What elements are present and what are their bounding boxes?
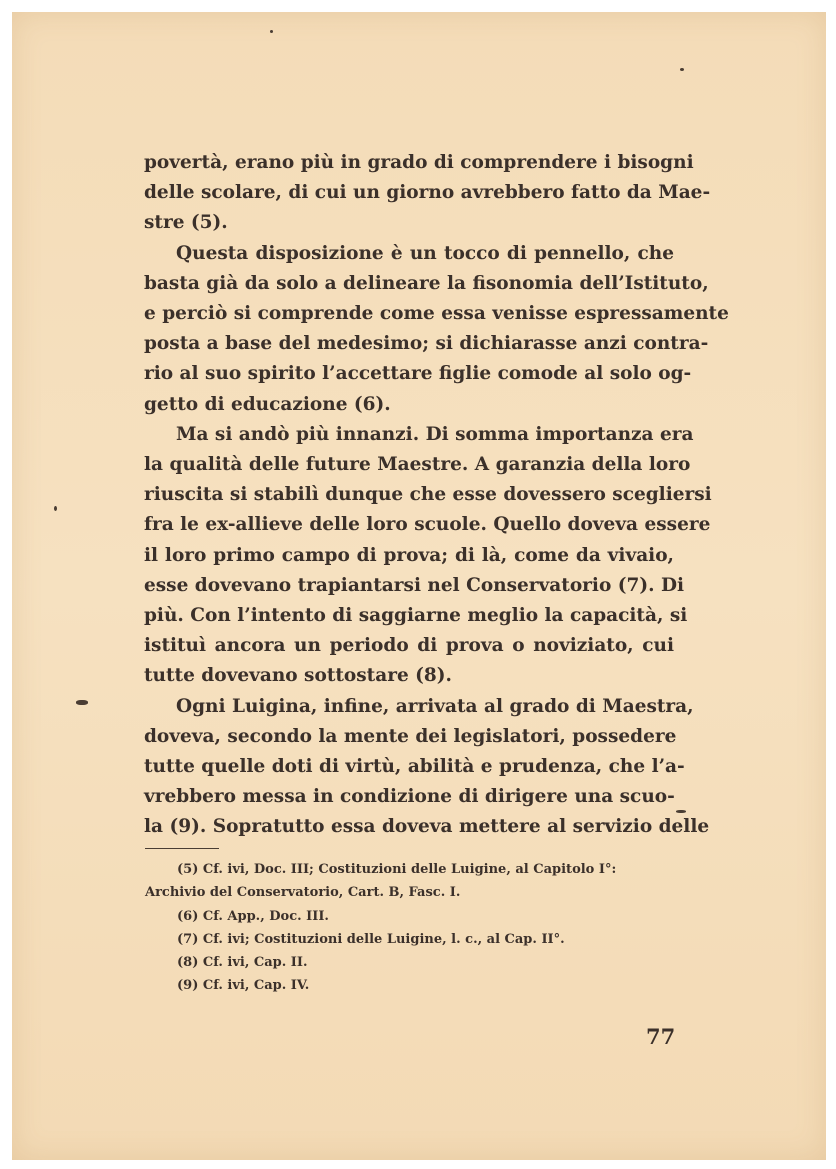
text-line: fra le ex-allieve delle loro scuole. Quello doveva essere xyxy=(144,514,711,536)
paper-speck xyxy=(676,810,686,813)
footnote-7: (7) Cf. ivi; Costituzioni delle Luigine, l. c., al Cap. II°. xyxy=(177,931,565,947)
text-line: doveva, secondo la mente dei legislatori, possedere xyxy=(144,725,677,747)
text-line: esse dovevano trapiantarsi nel Conservatorio (7). Di xyxy=(144,574,685,596)
paragraph-start-line: Ogni Luigina, infine, arrivata al grado di Maestra, xyxy=(176,695,694,717)
page-number: 77 xyxy=(646,1024,676,1049)
text-line: riuscita si stabilì dunque che esse dovessero scegliersi xyxy=(144,484,712,506)
footnote-5-continuation: Archivio del Conservatorio, Cart. B, Fasc. I. xyxy=(145,885,461,901)
paper-speck xyxy=(270,30,273,33)
text-line: basta già da solo a delineare la fisonomia dell’Istituto, xyxy=(144,272,709,294)
text-line: e perciò si comprende come essa venisse espressamente xyxy=(144,303,729,325)
paper-speck xyxy=(680,68,684,71)
footnote-9: (9) Cf. ivi, Cap. IV. xyxy=(177,978,310,994)
footnote-8: (8) Cf. ivi, Cap. II. xyxy=(177,955,308,971)
paragraph-start-line: Ma si andò più innanzi. Di somma importanza era xyxy=(176,423,694,445)
text-line: tutte quelle doti di virtù, abilità e prudenza, che l’a- xyxy=(144,756,685,778)
text-line: povertà, erano più in grado di comprendere i bisogni xyxy=(144,152,694,173)
text-line: getto di educazione (6). xyxy=(144,393,391,415)
paper-speck xyxy=(76,700,88,705)
text-line: istituì ancora un periodo di prova o noviziato, cui xyxy=(144,635,674,657)
body-text xyxy=(144,148,729,843)
footnote-5: (5) Cf. ivi, Doc. III; Costituzioni delle Luigine, al Capitolo I°: xyxy=(177,862,617,877)
text-line: posta a base del medesimo; si dichiarasse anzi contra- xyxy=(144,333,709,355)
text-line: tutte dovevano sottostare (8). xyxy=(144,665,452,687)
paper-speck xyxy=(54,506,57,511)
text-line: più. Con l’intento di saggiarne meglio la capacità, si xyxy=(144,605,688,627)
text-line: la (9). Sopratutto essa doveva mettere al servizio delle xyxy=(144,816,710,838)
text-line: delle scolare, di cui un giorno avrebbero fatto da Mae- xyxy=(144,182,711,204)
footnote-6: (6) Cf. App., Doc. III. xyxy=(177,908,329,924)
footnotes xyxy=(145,858,665,998)
book-page xyxy=(12,12,826,1160)
text-line: stre (5). xyxy=(144,212,228,234)
text-line: vrebbero messa in condizione di dirigere una scuo- xyxy=(144,786,675,808)
text-line: rio al suo spirito l’accettare figlie comode al solo og- xyxy=(144,363,692,385)
text-line: la qualità delle future Maestre. A garanzia della loro xyxy=(144,454,691,476)
text-line: il loro primo campo di prova; di là, come da vivaio, xyxy=(144,544,674,566)
footnote-separator xyxy=(145,848,219,849)
paragraph-start-line: Questa disposizione è un tocco di pennello, che xyxy=(176,242,674,264)
